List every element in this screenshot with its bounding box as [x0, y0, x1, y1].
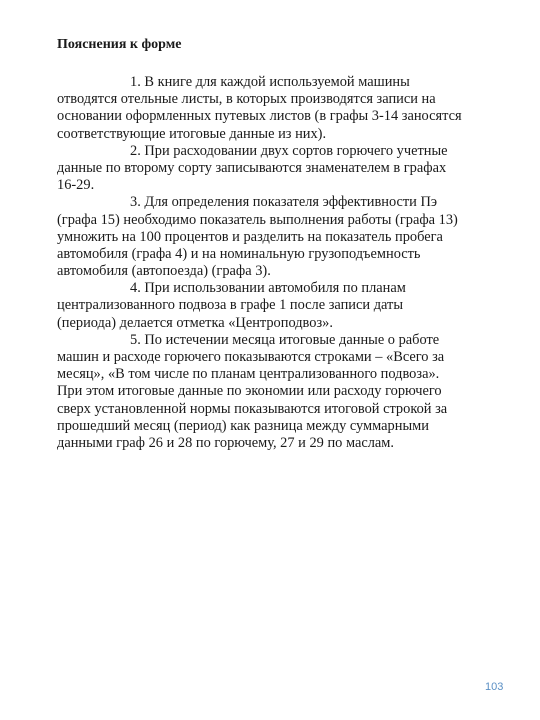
- text-line: данными граф 26 и 28 по горючему, 27 и 29 по маслам.: [57, 434, 395, 451]
- text-line: данные по второму сорту записываются знаменателем в графах: [57, 159, 447, 176]
- text-line: 5. По истечении месяца итоговые данные о работе: [130, 331, 440, 348]
- page-number: 103: [485, 681, 504, 693]
- text-line: месяц», «В том числе по планам централизованного подвоза».: [57, 366, 440, 383]
- text-line: соответствующие итоговые данные из них).: [57, 125, 327, 142]
- text-line: 2. При расходовании двух сортов горючего учетные: [130, 142, 448, 159]
- text-line: 16-29.: [57, 177, 95, 194]
- text-line: отводятся отельные листы, в которых производятся записи на: [57, 91, 436, 108]
- document-body: [57, 74, 517, 452]
- text-line: При этом итоговые данные по экономии или расходу горючего: [57, 383, 442, 400]
- text-line: машин и расходе горючего показываются строками – «Всего за: [57, 349, 445, 365]
- text-line: сверх установленной нормы показываются итоговой строкой за: [57, 400, 448, 417]
- text-line: (графа 15) необходимо показатель выполнения работы (графа 13): [57, 211, 458, 228]
- text-line: 1. В книге для каждой используемой машины: [130, 74, 410, 90]
- text-line: централизованного подвоза в графе 1 после записи даты: [57, 297, 403, 314]
- text-line: автомобиля (автопоезда) (графа 3).: [57, 263, 271, 280]
- text-line: прошедший месяц (период) как разница между суммарными: [57, 417, 429, 434]
- text-line: 3. Для определения показателя эффективности Пэ: [130, 194, 438, 211]
- text-line: основании оформленных путевых листов (в графы 3-14 заносятся: [57, 108, 462, 125]
- text-line: умножить на 100 процентов и разделить на показатель пробега: [57, 228, 443, 245]
- page-title: Пояснения к форме: [57, 37, 182, 52]
- text-line: 4. При использовании автомобиля по планам: [130, 280, 406, 297]
- text-line: (периода) делается отметка «Центроподвоз».: [57, 314, 333, 331]
- text-line: автомобиля (графа 4) и на номинальную грузоподъемность: [57, 245, 421, 262]
